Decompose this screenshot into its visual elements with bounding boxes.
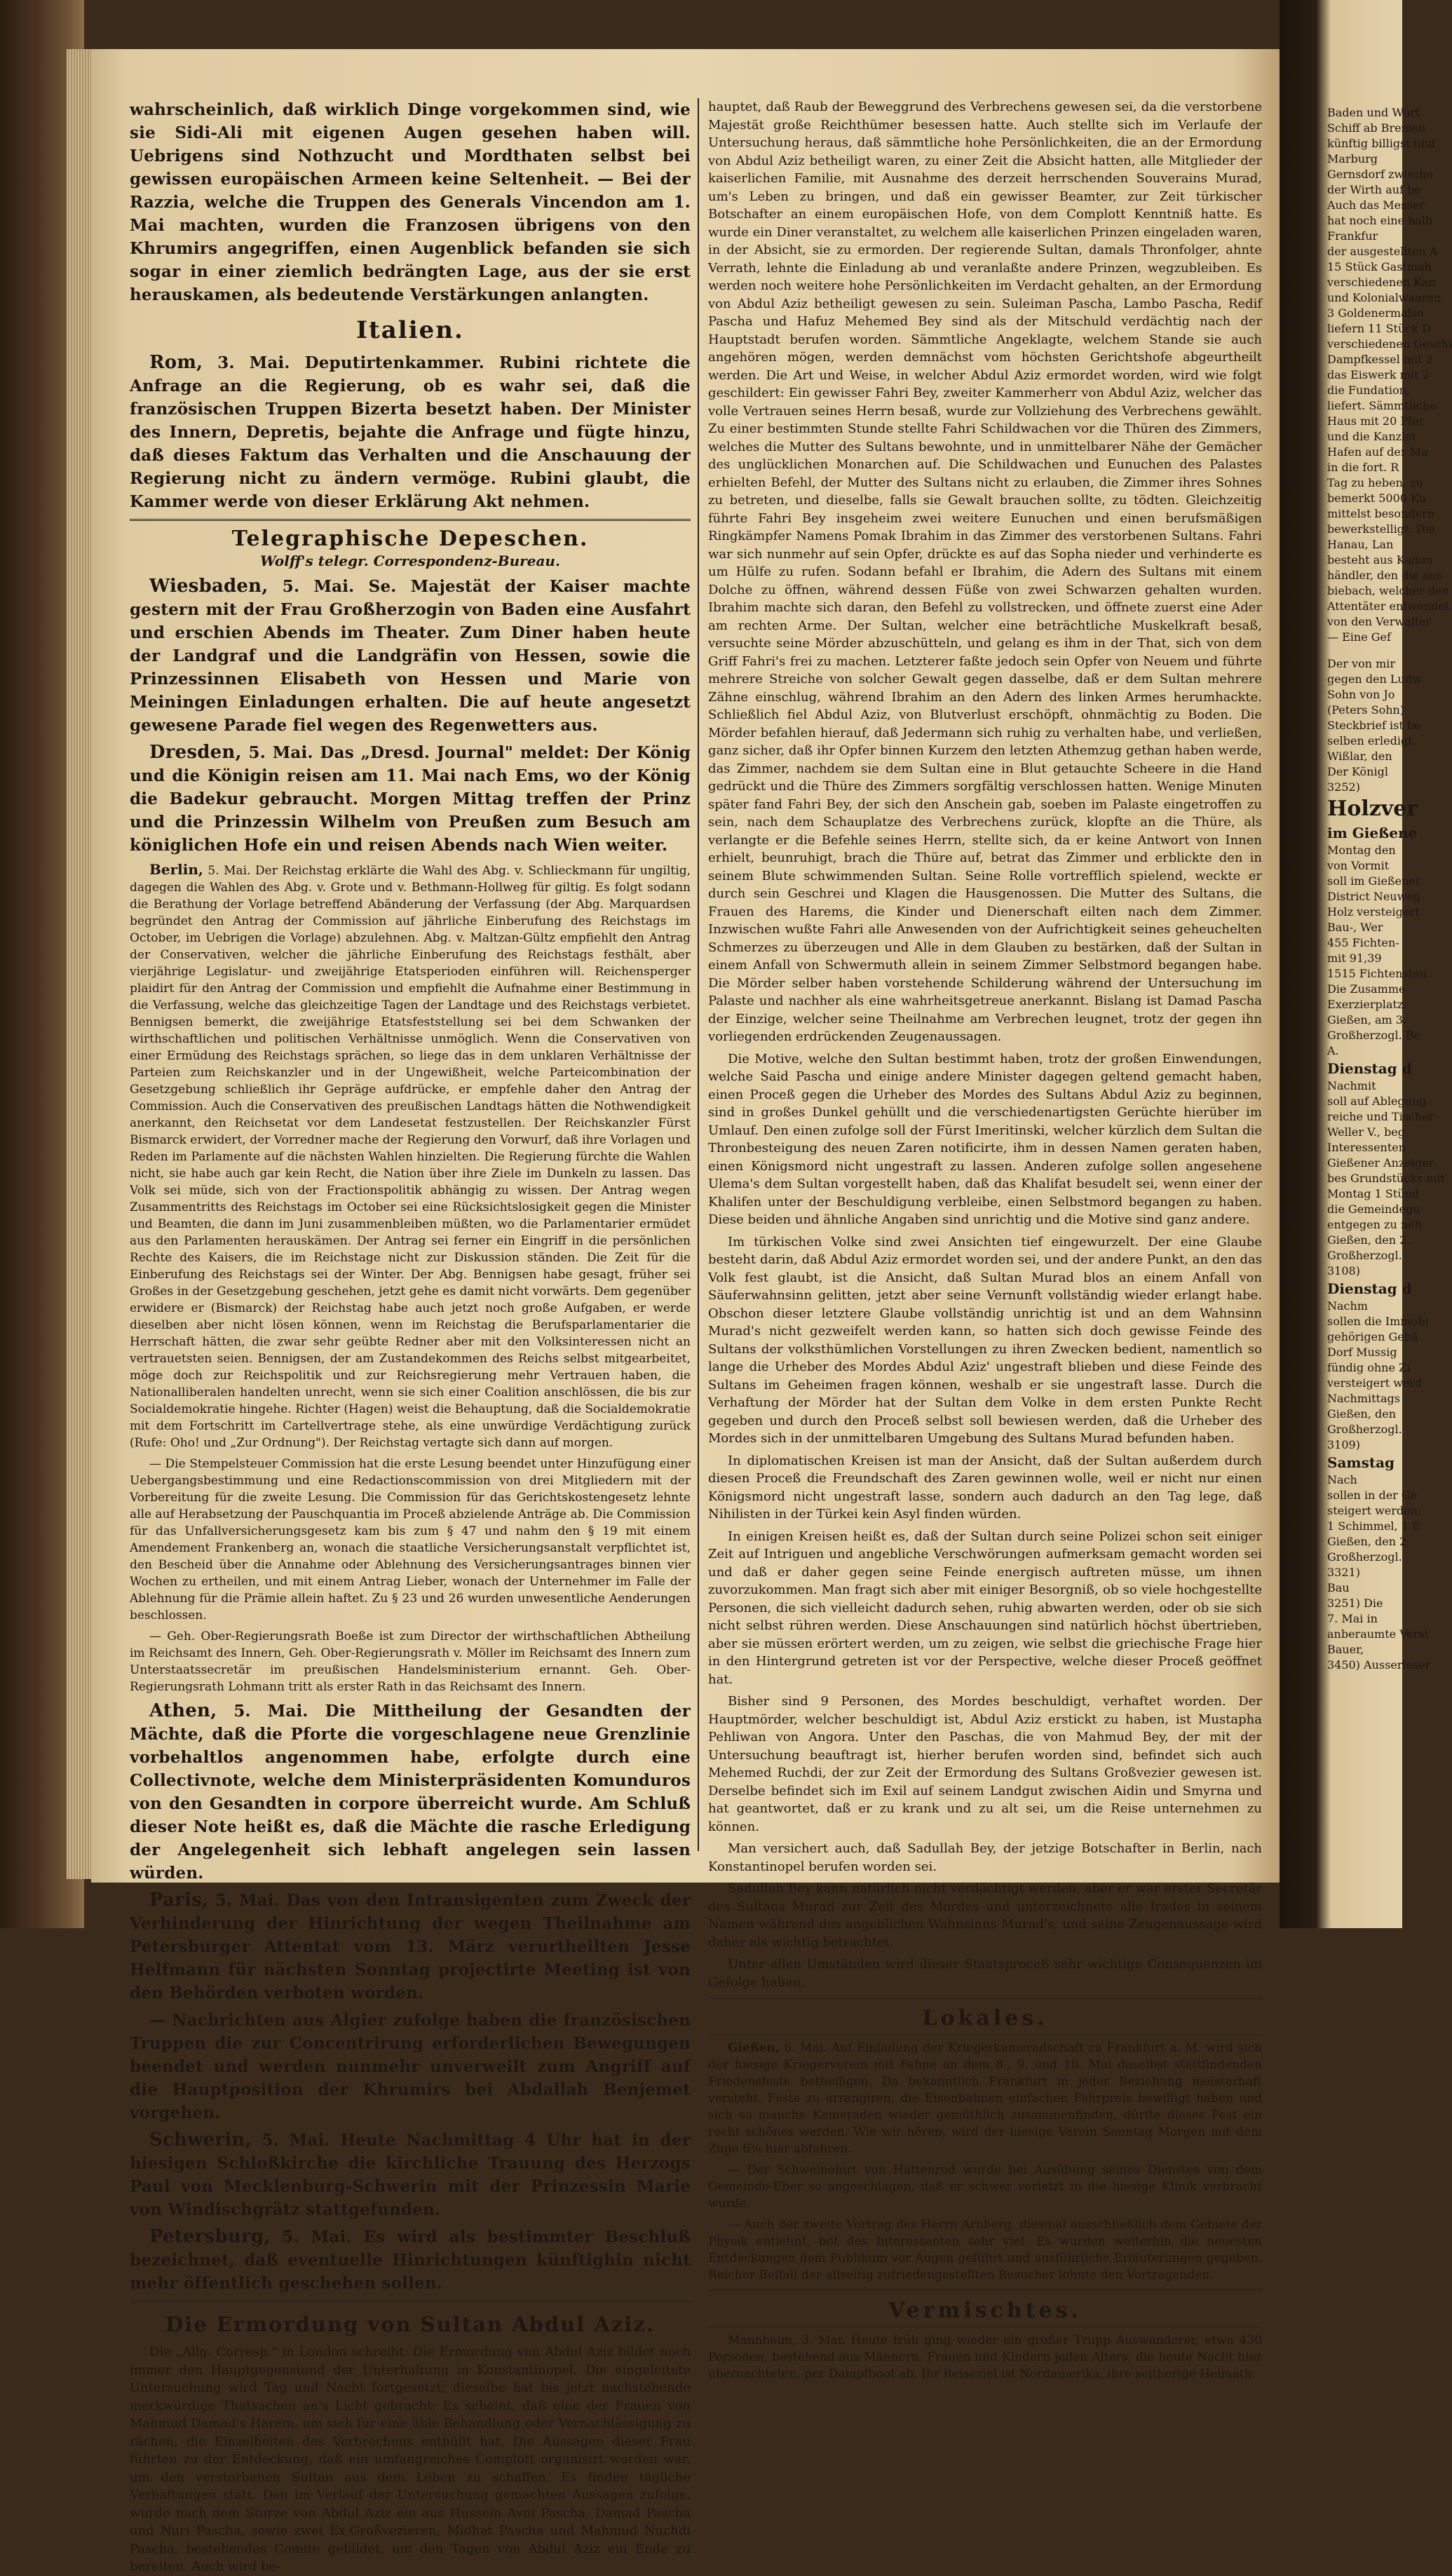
adjacent-text-line: Baden und Würt: [1327, 106, 1420, 119]
adjacent-text-line: Gernsdorf zwische: [1327, 168, 1434, 181]
adjacent-text-line: Attentäter entwendet: [1327, 599, 1450, 613]
adjacent-text-line: und Kolonialwaaren: [1327, 291, 1441, 304]
adjacent-text-line: Exerzierplatz.: [1327, 998, 1407, 1011]
abdul-aziz-continued-5: In einigen Kreisen heißt es, daß der Sultan durch seine Polizei schon seit einiger Zeit auf Intriguen und angebliche Verschwörungen aufmerksam gemacht worden sei und daß er daher gegen seine Feinde energisch auftreten müsse, um ihnen zuvorzukommen. Man fragt sich aber mit einiger Besorgniß, ob so viele hochgestellte Personen, die sich vielleicht dadurch sehen, ruhig abwarten werden, oder ob sie sich nicht selbst rühren werden. Diese Anschauungen sind natürlich höchst übertrieben, aber sie müssen erörtert werden, um zu zeigen, wie selbst die griechische Frage hier in den Hintergrund getreten ist vor der Perspective, welche dieser Proceß geöffnet hat.: [708, 1528, 1262, 1687]
adjacent-text-line: Hanau, Lan: [1327, 538, 1394, 551]
adjacent-text-line: Haus mit 20 Pfer: [1327, 414, 1425, 428]
adjacent-text-line: anberaumte Verst: [1327, 1627, 1430, 1641]
petersburg-text: 5. Mai. Es wird als bestimmter Beschluß bezeichnet, daß eventuelle Hinrichtungen künftighin nicht mehr öffentlich geschehen sollen.: [130, 2228, 691, 2293]
column-rule: [698, 98, 699, 1851]
adjacent-text-line: reiche und Tischer: [1327, 1110, 1434, 1123]
right-column: [708, 98, 1262, 2381]
adjacent-lines-mid: [1327, 656, 1422, 795]
mannheim-article: Mannheim, 3. Mai. Heute früh ging wieder ein großer Trupp Auswanderer, etwa 430 Personen, bestehend aus Männern, Frauen und Kindern jeden Alters, die heute Nacht hier übernachteten, per Dampfboot ab. Ihr Reiseziel ist Nordamerika, ihre seitherige Heimath: [708, 2333, 1262, 2381]
adjacent-text-line: in die fort. R: [1327, 461, 1399, 474]
adjacent-page-text: [1327, 105, 1452, 1893]
adjacent-text-line: händler, den die aus: [1327, 569, 1443, 582]
wiesbaden-dateline: Wiesbaden,: [149, 576, 269, 597]
adjacent-text-line: der Wirth auf be: [1327, 183, 1421, 196]
divider: [130, 2300, 691, 2303]
adjacent-text-line: Wißlar, den: [1327, 750, 1392, 763]
dienstag-heading: Dienstag d: [1327, 1060, 1412, 1077]
adjacent-text-line: Nachm: [1327, 1299, 1368, 1313]
adjacent-text-line: Dampfkessel mit 2: [1327, 353, 1433, 366]
adjacent-text-line: die Gemeindegu: [1327, 1202, 1420, 1216]
adjacent-text-line: Gießen, den 2: [1327, 1535, 1407, 1548]
divider: [708, 2289, 1262, 2291]
adjacent-text-line: 1515 Fichtenstan: [1327, 967, 1427, 980]
adjacent-text-line: mittelst besondern: [1327, 507, 1434, 520]
adjacent-text-line: besteht aus Kamm: [1327, 553, 1433, 567]
italien-heading: Italien.: [356, 316, 464, 344]
telegraph-subheading: Wolff's telegr. Correspondenz-Bureau.: [260, 553, 560, 569]
rom-text: 3. Mai. Deputirtenkammer. Rubini richtete die Anfrage an die Regierung, ob es wahr sei, daß die französischen Truppen Bizerta besetzt haben. Der Minister des Innern, Depretis, bejahte die Anfrage und fügte hinzu, daß dieses Faktum das Verhalten und die Anschauung der Regierung nicht zu ändern vermöge. Rubini glaubt, die Kammer werde von dieser Erklärung Akt nehmen.: [130, 353, 691, 511]
samstag-heading: Samstag: [1327, 1454, 1395, 1471]
adjacent-lines-bottom: [1327, 1596, 1431, 1673]
adjacent-text-line: 3 Goldenermalso: [1327, 306, 1424, 320]
adjacent-text-line: Bau-, Wer: [1327, 921, 1383, 934]
giessen-article: [708, 2040, 1262, 2157]
athen-article: [130, 1700, 691, 1885]
adjacent-text-line: selben erledigt.: [1327, 734, 1416, 747]
berlin-text: 5. Mai. Der Reichstag erklärte die Wahl des Abg. v. Schlieckmann für ungiltig, dagegen die Wahlen des Abg. v. Grote und v. Bethmann-Hollweg für giltig. Es folgt sodann die Berathung der Vorlage betreffend Abänderung der Verfassung (der Abg. Marquardsen begründet den Antrag der Commission auf jährliche Einberufung des Reichstags im October, im Uebrigen die Vorlage) abzulehnen. Abg. v. Maltzan-Gültz empfiehlt den Antrag der Conservativen, welcher die jährliche Einberufung des Reichstags festhält, aber vierjährige Legislatur- und zweijährige Etatsperioden einführen will. Reichensperger plaidirt für den Antrag der Commission und empfiehlt die Aufnahme einer Bestimmung in die Verfassung, welche das gleichzeitige Tagen der Landtage und des Reichstags verbietet. Bennigsen bemerkt, die zweijährige Etatsfeststellung sei bei dem Schwanken der wirthschaftlichen und politischen Verhältnisse unmöglich. Wenn die Conservativen von einer Ermüdung des Reichstags sprächen, so liege das in dem unklaren Verhältnisse der Parteien zum Reichskanzler und in der Ungewißheit, welche Parteicombination der Gesetzgebung schließlich ihr Gepräge aufdrücke, er empfehle daher den Antrag der Commission. Auch die Conservativen des preußischen Landtags hätten die Nothwendigkeit anerkannt, den Reichsetat vor dem Landesetat festzustellen. Der Reichskanzler Fürst Bismarck erwidert, der Vorredner mache der Regierung den Vorwurf, daß ihre Vorlagen und Reden im Parlamente auf die nächsten Wahlen hinzielten. Die Regierung fürchte die Wahlen nicht, sie habe auch gar kein Recht, die Nation über ihre Ziele im Dunkeln zu lassen. Das Volk sei müde, sich von der Fractionspolitik abhängig zu wissen. Der Antrag wegen Zusammentritts des Reichstags im October sei eine Rücksichtslosigkeit gegen die Minister und Beamten, die dann im Juni zusammenbleiben müßten, wo die Parlamentarier ermüdet aus den Parlamenten herauskämen. Der Antrag sei ferner ein Eingriff in die persönlichen Rechte des Kaisers, die im Reichstage nicht zur Diskussion ständen. Die Zeit für die Einberufung des Reichstags sei der Winter. Der Abg. Bennigsen habe gesagt, früher sei Großes in der Gesetzgebung geschehen, jetzt gehe es damit nicht vorwärts. Dem gegenüber erwidere er (Bismarck) der Reichstag habe auch jetzt noch große Aufgaben, er werde dieselben aber nicht lösen können, wenn im Reichstag die Berufsparlamentarier die Herrschaft hätten, die zwar sehr geübte Redner aber mit den Volksinteressen nicht an vertrauetsten seien. Bennigsen, der am Zustandekommen des Reichs selbst mitgearbeitet, möge doch zur Reichspolitik und zur Reichsregierung mehr Vertrauen haben, die Nationalliberalen handelten unrecht, wenn sie sich einer Coalition anschlössen, die bis zur Socialdemokratie hingehe. Richter (Hagen) weist die Behauptung, daß die Socialdemokratie mit dem Fortschritt im Cartellvertrage stehe, als eine unwürdige Verdächtigung zurück (Rufe: Oho! und „Zur Ordnung"). Der Reichstag vertagte sich dann auf morgen.: [130, 864, 691, 1450]
adjacent-text-line: von Vormit: [1327, 859, 1390, 872]
berlin-article: [130, 861, 691, 1451]
adjacent-text-line: Dorf Mussig: [1327, 1345, 1397, 1359]
adjacent-text-line: 3321): [1327, 1566, 1360, 1579]
adjacent-text-line: A.: [1327, 1044, 1339, 1057]
athen-text: 5. Mai. Die Mittheilung der Gesandten der Mächte, daß die Pforte die vorgeschlagene neue Grenzlinie vorbehaltlos angenommen habe, erfolgte durch eine Collectivnote, welche dem Ministerpräsidenten Komunduros von den Gesandten in corpore überreicht wurde. Am Schluß dieser Note heißt es, daß die Mächte die rasche Erledigung der Angelegenheit sich lebhaft angelegen sein lassen würden.: [130, 1702, 691, 1883]
adjacent-text-line: 7. Mai in: [1327, 1612, 1378, 1625]
algier-article: — Nachrichten aus Algier zufolge haben die französischen Truppen die zur Concentrirung erforderlichen Bewegungen beendet und werden nunmehr unverweilt zum Angriff auf die Hauptposition der Khrumirs bei Abdallah Benjemet vorgehen.: [130, 2011, 691, 2122]
adjacent-text-line: die Fundation,: [1327, 384, 1410, 397]
dresden-text: 5. Mai. Das „Dresd. Journal" meldet: Der König und die Königin reisen am 11. Mai nach Ems, wo der König die Badekur gebraucht. Morgen Mittag treffen der Prinz und die Prinzessin Wilhelm von Preußen zum Besuch am königlichen Hofe ein und reisen Abends nach Wien weiter.: [130, 743, 691, 855]
adjacent-text-line: entgegen zu neh: [1327, 1218, 1422, 1231]
abdul-aziz-continued-8: Sadullah Bey kann natürlich nicht verdächtigt werden, aber er war erster Secretär des Sultans Murad zur Zeit des Mordes und unterzeichnete alle Irades in seinem Namen während des angeblichen Wahnsinns Murad's, und seine Zeugenaussage wird daher als wichtig betrachtet.: [708, 1881, 1262, 1950]
adjacent-text-line: Weller V., beg: [1327, 1125, 1406, 1139]
adjacent-text-line: sollen die Immobi: [1327, 1315, 1429, 1328]
adjacent-text-line: Großherzogl.: [1327, 1550, 1402, 1564]
adjacent-lines-dienstag: [1327, 1078, 1445, 1279]
adjacent-text-line: Montag 1 Stünd: [1327, 1187, 1420, 1200]
divider: [708, 1997, 1262, 1999]
paris-article: [130, 1889, 691, 2005]
dienstag2-heading: Dienstag d: [1327, 1280, 1412, 1297]
lokales-heading: Lokales.: [922, 2006, 1048, 2031]
abdul-aziz-continued-1: hauptet, daß Raub der Beweggrund des Verbrechens gewesen sei, da die verstorbene Majestät große Reichthümer besessen hatte. Auch stellte sich im Verlaufe der Untersuchung heraus, daß sämmtliche hohe Persönlichkeiten, die an der Ermordung von Abdul Aziz betheiligt waren, zu einer Zeit die Absicht hatten, alle Mitglieder der kaiserlichen Familie, mit Ausnahme des derzeit herrschenden Souverains Murad, um's Leben zu bringen, und daß ein gewisser Beamter, zur Zeit türkischer Botschafter an einem europäischen Hofe, von dem Complott Kenntniß hatte. Es wurde ein Diner veranstaltet, zu welchem alle kaiserlichen Prinzen eingeladen waren, in der Absicht, sie zu ermorden. Der regierende Sultan, damals Thronfolger, ahnte Verrath, lehnte die Einladung ab und veranlaßte andere Prinzen, wegzubleiben. Es werden noch weitere hohe Persönlichkeiten im Verdacht gehalten, an der Ermordung von Abdul Aziz betheiligt gewesen zu sein. Suleiman Pascha, Lambo Pascha, Redif Pascha und Hafuz Mehemed Bey sind als der Mitschuld verdächtig nach der Hauptstadt berufen worden. Sämmtliche Angeklagte, welchem Stande sie auch angehören mögen, werden demnächst vom höchsten Gerichtshofe abgeurtheilt werden. Die Art und Weise, in welcher Abdul Aziz ermordet worden, wird wie folgt geschildert: Ein gewisser Fahri Bey, zweiter Kammerherr von Abdul Aziz, welcher das volle Vertrauen seines Herrn besaß, wurde zur Vollziehung des Verbrechens gewählt. Zu einer bestimmten Stunde stellte Fahri Schildwachen vor die Thüren des Zimmers, welches die Mutter des Sultans bewohnte, und in unmittelbarer Nähe der Gemächer des unglücklichen Monarchen auf. Die Schildwachen und Eunuchen des Palastes erhielten Befehl, der Mutter des Sultans nicht zu erlauben, die Zimmer ihres Sohnes zu betreten, und dieselbe, falls sie Gewalt brauchen sollte, zu tödten. Gleichzeitig führte Fahri Bey insgeheim zwei weitere Eunuchen und einen berufsmäßigen Ringkämpfer Namens Pomak Ibrahim in das Zimmer des verstorbenen Sultans. Fahri war sich nunmehr auf sein Opfer, drückte es auf das Sopha nieder und verhinderte es um Hülfe zu rufen. Sodann befahl er Ibrahim, die Adern des Sultans mit einem Dolche zu öffnen, während dessen Füße von zwei Schwarzen gehalten wurden. Ibrahim machte sich daran, den Befehl zu vollstrecken, und öffnete zuerst eine Ader am rechten Arme. Der Sultan, welcher eine beträchtliche Muskelkraft besaß, versuchte seine Mörder abzuschütteln, und gelang es ihm in der That, sich von dem Griff Fahri's frei zu machen. Letzterer faßte jedoch sein Opfer von Neuem und führte mehrere Streiche von solcher Gewalt gegen dasselbe, daß er dem Sultan mehrere Zähne einschlug, während Ibrahim an den Adern des linken Armes herumhackte. Schließlich fiel Abdul Aziz, von Blutverlust erschöpft, ohnmächtig zu Boden. Die Mörder befahlen hierauf, daß Jedermann sich ruhig zu verhalten habe, und verließen, ganz sicher, daß ihr Opfer binnen Kurzem den letzten Athemzug gethan haben werde, das Zimmer, nachdem sie dem Sultan eine in Blut getauchte Scheere in die Hand gedrückt und die Thüre des Zimmers sorgfältig verschlossen hatten. Wenige Minuten später fand Fahri Bey, der sich den Anschein gab, soeben im Palaste eingetroffen zu sein, nach dem Schauplatze des Verbrechens zurück, klopfte an die Thüre, als verlangte er die Befehle seines Herrn, stellte sich, da er keine Antwort von Innen erhielt, beunruhigt, brach die Thüre auf, betrat das Zimmer und erblickte den in seinem Blute schwimmenden Sultan. Seine Rolle vortrefflich spielend, weckte er durch sein Geschrei und Klagen die Hausgenossen. Die Mutter des Sultans, die Frauen des Harems, die Kinder und Dienerschaft eilten nach dem Zimmer. Inzwischen wußte Fahri alle Anwesenden von der Aufrichtigkeit seines geheuchelten Schmerzes zu überzeugen und Alle in dem Glauben zu bestärken, daß der Sultan in einem Anfall von Schwermuth allein in seinem Zimmer Selbstmord begangen habe. Die Mörder selber haben vorstehende Schilderung während der Untersuchung im Palaste und nachher als eine wahrheitsgetreue anerkannt. Bislang ist Damad Pascha der Einzige, welcher seine Theilnahme am Verbrechen leugnet, trotz der gegen ihn vorliegenden erdrückenden Zeugenaussagen.: [708, 100, 1262, 1044]
dresden-dateline: Dresden,: [149, 742, 242, 763]
adjacent-text-line: Bau: [1327, 1581, 1350, 1594]
holz-subheading: im Gießene: [1327, 825, 1418, 841]
abdul-aziz-article: Die „Allg. Corresp." in London schreibt: Die Ermordung von Abdul Aziz bildet noch immer den Hauptgegenstand der Unterhaltung in Konstantinopel. Die eingeleitete Untersuchung wird Tag und Nacht fortgesetzt; dieselbe hat bis jetzt nachstehende merkwürdige Thatsachen an's Licht gebracht: Es scheint, daß eine der Frauen von Mahmud Damad's Harem, um sich für eine üble Behandlung oder Vernachlässigung zu rächen, die Einzelheiten des Verbrechens enthüllt hat. Die Aussagen dieser Frau führten zu der Entdeckung, daß ein umfangreiches Complott organisirt worden war, um den verstorbenen Sultan aus dem Leben zu schaffen. Es finden tägliche Verhaftungen statt. Den im Verlauf der Untersuchung gemachten Aussagen zufolge, wurde nach dem Sturze von Abdul Aziz ein aus Hussein Avni Pascha, Damad Pascha und Nuri Pascha, sowie zwei Ex-Großvezieren, Midhat Pascha und Mahmud Nuchdi Pascha, bestehendes Comite gebildet, um den Tagen von Abdul Aziz ein Ende zu bereiten. Auch wird be-: [130, 2345, 691, 2574]
adjacent-lines-top: [1327, 105, 1452, 645]
newspaper-page: [91, 49, 1280, 2574]
adjacent-text-line: liefern 11 Stück D: [1327, 322, 1431, 335]
wiesbaden-text: 5. Mai. Se. Majestät der Kaiser machte gestern mit der Frau Großherzogin von Baden eine Ausfahrt und erschien Abends im Theater. Zum Diner haben heute der Landgraf und die Landgräfin von Hessen, sowie die Prinzessinnen Elisabeth von Hessen und Marie von Meiningen Einladungen erhalten. Die auf heute angesetzt gewesene Parade fiel wegen des Regenwetters aus.: [130, 577, 691, 735]
adjacent-text-line: 3109): [1327, 1438, 1360, 1451]
spacer: [1327, 645, 1401, 656]
rom-article: [130, 351, 691, 513]
adjacent-text-line: gehörigen Gebä: [1327, 1330, 1418, 1343]
divider: [708, 2327, 1262, 2328]
adjacent-text-line: Großherzogl.: [1327, 1423, 1402, 1436]
abdul-aziz-continued-3: Im türkischen Volke sind zwei Ansichten tief eingewurzelt. Der eine Glaube besteht darin, daß Abdul Aziz ermordet worden sei, und der andere Punkt, an den das Volk fest glaubt, ist die Ansicht, daß Sultan Murad blos an einem Anfall von Säuferwahnsinn gelitten, jetzt aber seine Vernunft vollständig wieder erlangt habe. Obschon dieser letztere Glaube vollständig unrichtig ist und an dem Wahnsinn Murad's nicht gezweifelt werden kann, so hatten sich doch gewisse Feinde des Sultans der volksthümlichen Vorstellungen zu ihren Zwecken bedient, namentlich so lange die Urheber des Mordes Abdul Aziz' ungestraft blieben und diese Feinde des Sultans im Geheimen fragen können, weshalb er sie ungestraft lasse. Durch die Verhaftung der Mörder hat der Sultan dem Volke in dem ersten Punkte Recht gegeben und durch den Proceß selbst soll bewiesen werden, daß die Urheber des Mordes sich in der unmittelbaren Umgebung des Sultans Murad befunden haben.: [708, 1234, 1262, 1446]
adjacent-text-line: Holz versteigert: [1327, 905, 1420, 918]
adjacent-text-line: versteigert werd: [1327, 1376, 1423, 1390]
adjacent-lines-dienstag2: [1327, 1299, 1429, 1453]
abdul-aziz-heading: Die Ermordung von Sultan Abdul Aziz.: [165, 2312, 655, 2336]
adjacent-text-line: künftig billigst und: [1327, 137, 1436, 150]
adjacent-text-line: gegen den Ludw: [1327, 672, 1422, 686]
adjacent-text-line: Montag den: [1327, 843, 1396, 857]
wiesbaden-article: [130, 575, 691, 737]
adjacent-text-line: 3108): [1327, 1264, 1360, 1277]
adjacent-text-line: 15 Stück Gastmah: [1327, 260, 1432, 273]
adjacent-text-line: Nachmit: [1327, 1079, 1376, 1092]
adjacent-text-line: 3251) Die: [1327, 1597, 1383, 1610]
adjacent-text-line: verschiedenen Kan: [1327, 276, 1436, 289]
schwerin-text: 5. Mai. Heute Nachmittag 4 Uhr hat in der hiesigen Schloßkirche die kirchliche Trauung des Herzogs Paul von Mecklenburg-Schwerin mit der Prinzessin Marie von Windischgrätz stattgefunden.: [130, 2131, 691, 2219]
adjacent-text-line: steigert werden:: [1327, 1504, 1422, 1517]
boetticher-article: — Geh. Ober-Regierungsrath Boeße ist zum Director der wirthschaftlichen Abtheilung im Reichsamt des Innern, Geh. Ober-Regierungsrath v. Möller im Reichsamt des Innern zum Unterstaatssecretär im preußischen Handelsministerium ernannt. Geh. Ober-Regierungsrath Lohmann tritt als erster Rath in das Reichsamt des Innern.: [130, 1629, 691, 1694]
giessen-text: 6. Mai. Auf Einladung der Kriegerkameradschaft zu Frankfurt a. M. wird sich der hiesige Kriegerverein mit Fahne an dem 8., 9. und 10. Mai daselbst stattfindenden Friedensfeste betheiligen. Da bekanntlich Frankfurt in jeder Beziehung meisterhaft versteht, Feste zu arrangiren, die Eisenbahnen einfachen Fahrpreis bewilligt haben und sich so manche Kameraden wieder gemüthlich zusammenfinden, dürfte dieses Fest ein recht schönes werden. Wie wir hören, wird der hiesige Verein Sonntag Morgen mit dem Zuge 6¾ hier abfahren.: [708, 2041, 1262, 2156]
stempel-article: — Die Stempelsteuer Commission hat die erste Lesung beendet unter Hinzufügung einer Uebergangsbestimmung und eine Redactionscommission von drei Mitgliedern mit der Vorbereitung für die zweite Lesung. Die Commission für das Gerichtskostengesetz lehnte alle auf Herabsetzung der Pauschquantia im Proceß abzielende Anträge ab. Die Commission für das Unfallversicherungsgesetz kam bis zum § 47 und nahm den § 19 mit einem Amendement Frankenberg an, wonach die staatliche Versicherungsanstalt verpflichtet ist, den Bescheid über die Annahme oder Ablehnung des Versicherungsantrages binnen vier Wochen zu ertheilen, und mit einem Antrag Lieber, wonach der Unternehmer im Falle der Ablehnung für die Prämie allein haftet. Zu § 23 und 26 wurden unwesentliche Aenderungen beschlossen.: [130, 1457, 691, 1622]
petersburg-article: [130, 2225, 691, 2295]
adjacent-text-line: Großherzogl.: [1327, 1249, 1402, 1262]
schwerin-dateline: Schwerin,: [149, 2129, 252, 2150]
adjacent-text-line: — Eine Gef: [1327, 630, 1391, 644]
adjacent-text-line: der ausgestellten A: [1327, 245, 1438, 258]
adjacent-text-line: Frankfur: [1327, 229, 1378, 243]
adjacent-text-line: hat noch eine halb: [1327, 214, 1433, 227]
rom-dateline: Rom,: [149, 352, 203, 373]
adjacent-text-line: Gießen, am 3.: [1327, 1013, 1407, 1026]
adjacent-text-line: fündig ohne Zi: [1327, 1361, 1411, 1374]
adjacent-text-line: verschiedenen Geschi: [1327, 337, 1452, 351]
adjacent-text-line: Interessenten: [1327, 1141, 1406, 1154]
adjacent-text-line: Auch das Messer: [1327, 198, 1425, 212]
adjacent-text-line: Gießen, den 2.: [1327, 1233, 1411, 1247]
adjacent-text-line: Gießener Anzeiger: [1327, 1156, 1434, 1170]
adjacent-text-line: Der Königl: [1327, 765, 1388, 778]
telegraph-heading: Telegraphische Depeschen.: [231, 527, 589, 551]
adjacent-text-line: Großherzogl. Be: [1327, 1029, 1420, 1042]
hattenrod-article: — Der Schweinehirt von Hattenrod wurde bei Ausübung seines Dienstes von dem Gemeinde-Eber so angeschlagen, daß er schwer verletzt in die hiesige Klinik verbracht wurde.: [708, 2163, 1262, 2211]
petersburg-dateline: Petersburg,: [149, 2226, 271, 2247]
adjacent-text-line: bemerkt 5000 Ku: [1327, 492, 1426, 505]
abdul-aziz-continued-7: Man versichert auch, daß Sadullah Bey, der jetzige Botschafter in Berlin, nach Konstantinopel berufen worden sei.: [708, 1841, 1262, 1874]
vortrag-article: — Auch der zweite Vortrag des Herrn Arnberg, diesmal ausschließlich dem Gebiete der Physik entlehnt, bot des Interessanten sehr viel. Es wurden weiterhin die neuesten Entdeckungen dem Publikum vor Augen geführt und ausführliche Erläuterungen gegeben. Reicher Beifall der allseitig zufriedengestellten Besucher lohnte den Vortragenden.: [708, 2218, 1262, 2282]
adjacent-text-line: 1 Schimmel, 1 E: [1327, 1519, 1420, 1533]
adjacent-text-line: von den Verwalter: [1327, 615, 1432, 628]
adjacent-text-line: 455 Fichten-: [1327, 936, 1399, 949]
abdul-aziz-continued-9: Unter allen Umständen wird dieser Staatsproceß sehr wichtige Consequenzen im Gefolge haben.: [708, 1957, 1262, 1990]
adjacent-text-line: das Eiswerk mit 2: [1327, 368, 1430, 381]
adjacent-text-line: und die Kanzlei: [1327, 430, 1416, 443]
paris-dateline: Paris,: [149, 1890, 209, 1911]
adjacent-text-line: bes Grundstücks mit: [1327, 1172, 1445, 1185]
adjacent-text-line: Sohn von Jo: [1327, 688, 1395, 701]
adjacent-text-line: Steckbrief ist be: [1327, 719, 1421, 732]
paris-text: 5. Mai. Das von den Intransigenten zum Zweck der Verhinderung der Hinrichtung der wegen Theilnahme am Petersburger Attentat vom 13. März verurtheilten Jesse Helfmann für nächsten Sonntag projectirte Meeting ist von den Behörden verboten worden.: [130, 1891, 691, 2002]
adjacent-text-line: Die Zusamme: [1327, 982, 1406, 996]
adjacent-text-line: Nachmittags: [1327, 1392, 1400, 1405]
schwerin-article: [130, 2129, 691, 2221]
adjacent-text-line: Nach: [1327, 1473, 1357, 1486]
adjacent-text-line: mit 91,39: [1327, 951, 1382, 965]
adjacent-text-line: soll im Gießener: [1327, 874, 1421, 888]
abdul-aziz-continued-6: Bisher sind 9 Personen, des Mordes beschuldigt, verhaftet worden. Der Hauptmörder, welcher beschuldigt ist, Abdul Aziz erstickt zu haben, ist Mustapha Pehliwan von Angora. Unter den Paschas, die von Mahmud Bey, der mit der Untersuchung beauftragt ist, hierher berufen worden sind, befindet sich auch Mehemed Ruchdi, der zur Zeit der Ermordung des Sultans Großvezier gewesen ist. Derselbe befindet sich im Exil auf seinem Landgut zwischen Aidin und Smyrna und hat geantwortet, daß er zu krank und zu alt sei, um die Reise unternehmen zu können.: [708, 1694, 1262, 1834]
adjacent-text-line: biebach, welcher den: [1327, 584, 1449, 597]
adjacent-text-line: 3450) Ausserleser: [1327, 1658, 1431, 1672]
adjacent-text-line: soll auf Ablegung: [1327, 1094, 1427, 1108]
abdul-aziz-continued-4: In diplomatischen Kreisen ist man der Ansicht, daß der Sultan außerdem durch diesen Proceß die Freundschaft des Zaren gewinnen wolle, weil er nicht nur einen Königsmord nicht ungestraft lasse, sondern auch dadurch an den Tag lege, daß Nihilisten in der Türkei kein Asyl finden würden.: [708, 1453, 1262, 1521]
adjacent-lines-holz: [1327, 843, 1427, 1059]
adjacent-text-line: Der von mir: [1327, 657, 1396, 670]
dresden-article: [130, 741, 691, 857]
adjacent-text-line: Schiff ab Bremen: [1327, 121, 1426, 135]
adjacent-text-line: liefert. Sämmtliche: [1327, 399, 1437, 412]
vermischtes-heading: Vermischtes.: [888, 2298, 1082, 2323]
divider: [130, 519, 691, 521]
giessen-dateline: Gießen,: [728, 2041, 780, 2055]
left-column: [130, 98, 691, 2574]
berlin-dateline: Berlin,: [149, 861, 203, 878]
adjacent-text-line: Gießen, den: [1327, 1407, 1397, 1421]
adjacent-text-line: sollen in der Ge: [1327, 1489, 1418, 1502]
adjacent-text-line: Tag zu heben, zu: [1327, 476, 1423, 489]
page-edges: [67, 49, 91, 1879]
abdul-aziz-continued-2: Die Motive, welche den Sultan bestimmt haben, trotz der großen Einwendungen, welche Said Pascha und einige andere Minister dagegen geltend gemacht haben, einen Proceß gegen die Urheber des Mordes des Sultans Abdul Aziz zu beginnen, sind in großes Dunkel gehüllt und die verschiedenartigsten Gerüchte hierüber im Umlauf. Den einen zufolge soll der Fürst Imeritinski, welcher kürzlich dem Sultan die Thronbesteigung des neuen Zaren notificirte, ihm in dessen Namen geraten haben, einen Königsmord nicht ungestraft zu lassen. Anderen zufolge sollen angesehene Ulema's dem Sultan vorgestellt haben, daß das Khalifat besudelt sei, wenn einer der Khalifen unter der Beschuldigung verbleibe, einen Selbstmord begangen zu haben. Diese beiden und ähnliche Angaben sind unrichtig und die Motive sind ganz andere.: [708, 1051, 1262, 1227]
holz-heading: Holzver: [1327, 796, 1418, 821]
adjacent-text-line: Bauer,: [1327, 1643, 1364, 1656]
adjacent-text-line: Hafen auf der Ma: [1327, 445, 1428, 459]
athen-dateline: Athen,: [149, 1700, 217, 1721]
adjacent-lines-samstag: [1327, 1472, 1422, 1596]
adjacent-text-line: (Peters Sohn): [1327, 703, 1405, 717]
adjacent-text-line: bewerkstelligt. Die: [1327, 522, 1435, 536]
adjacent-text-line: 3252): [1327, 780, 1360, 794]
adjacent-text-line: Marburg: [1327, 152, 1378, 165]
adjacent-text-line: District Neuweg: [1327, 890, 1421, 903]
intro-paragraph: wahrscheinlich, daß wirklich Dinge vorgekommen sind, wie sie Sidi-Ali mit eigenen Augen gesehen haben will. Uebrigens sind Nothzucht und Mordthaten selbst bei gewissen europäischen Armeen keine Seltenheit. — Bei der Razzia, welche die Truppen des Generals Vincendon am 1. Mai machten, wurden die Franzosen übrigens von den Khrumirs angegriffen, einen Augenblick befanden sie sich sogar in einer ziemlich bedrängten Lage, aus der sie erst herauskamen, als bedeutende Verstärkungen anlangten.: [130, 100, 691, 304]
